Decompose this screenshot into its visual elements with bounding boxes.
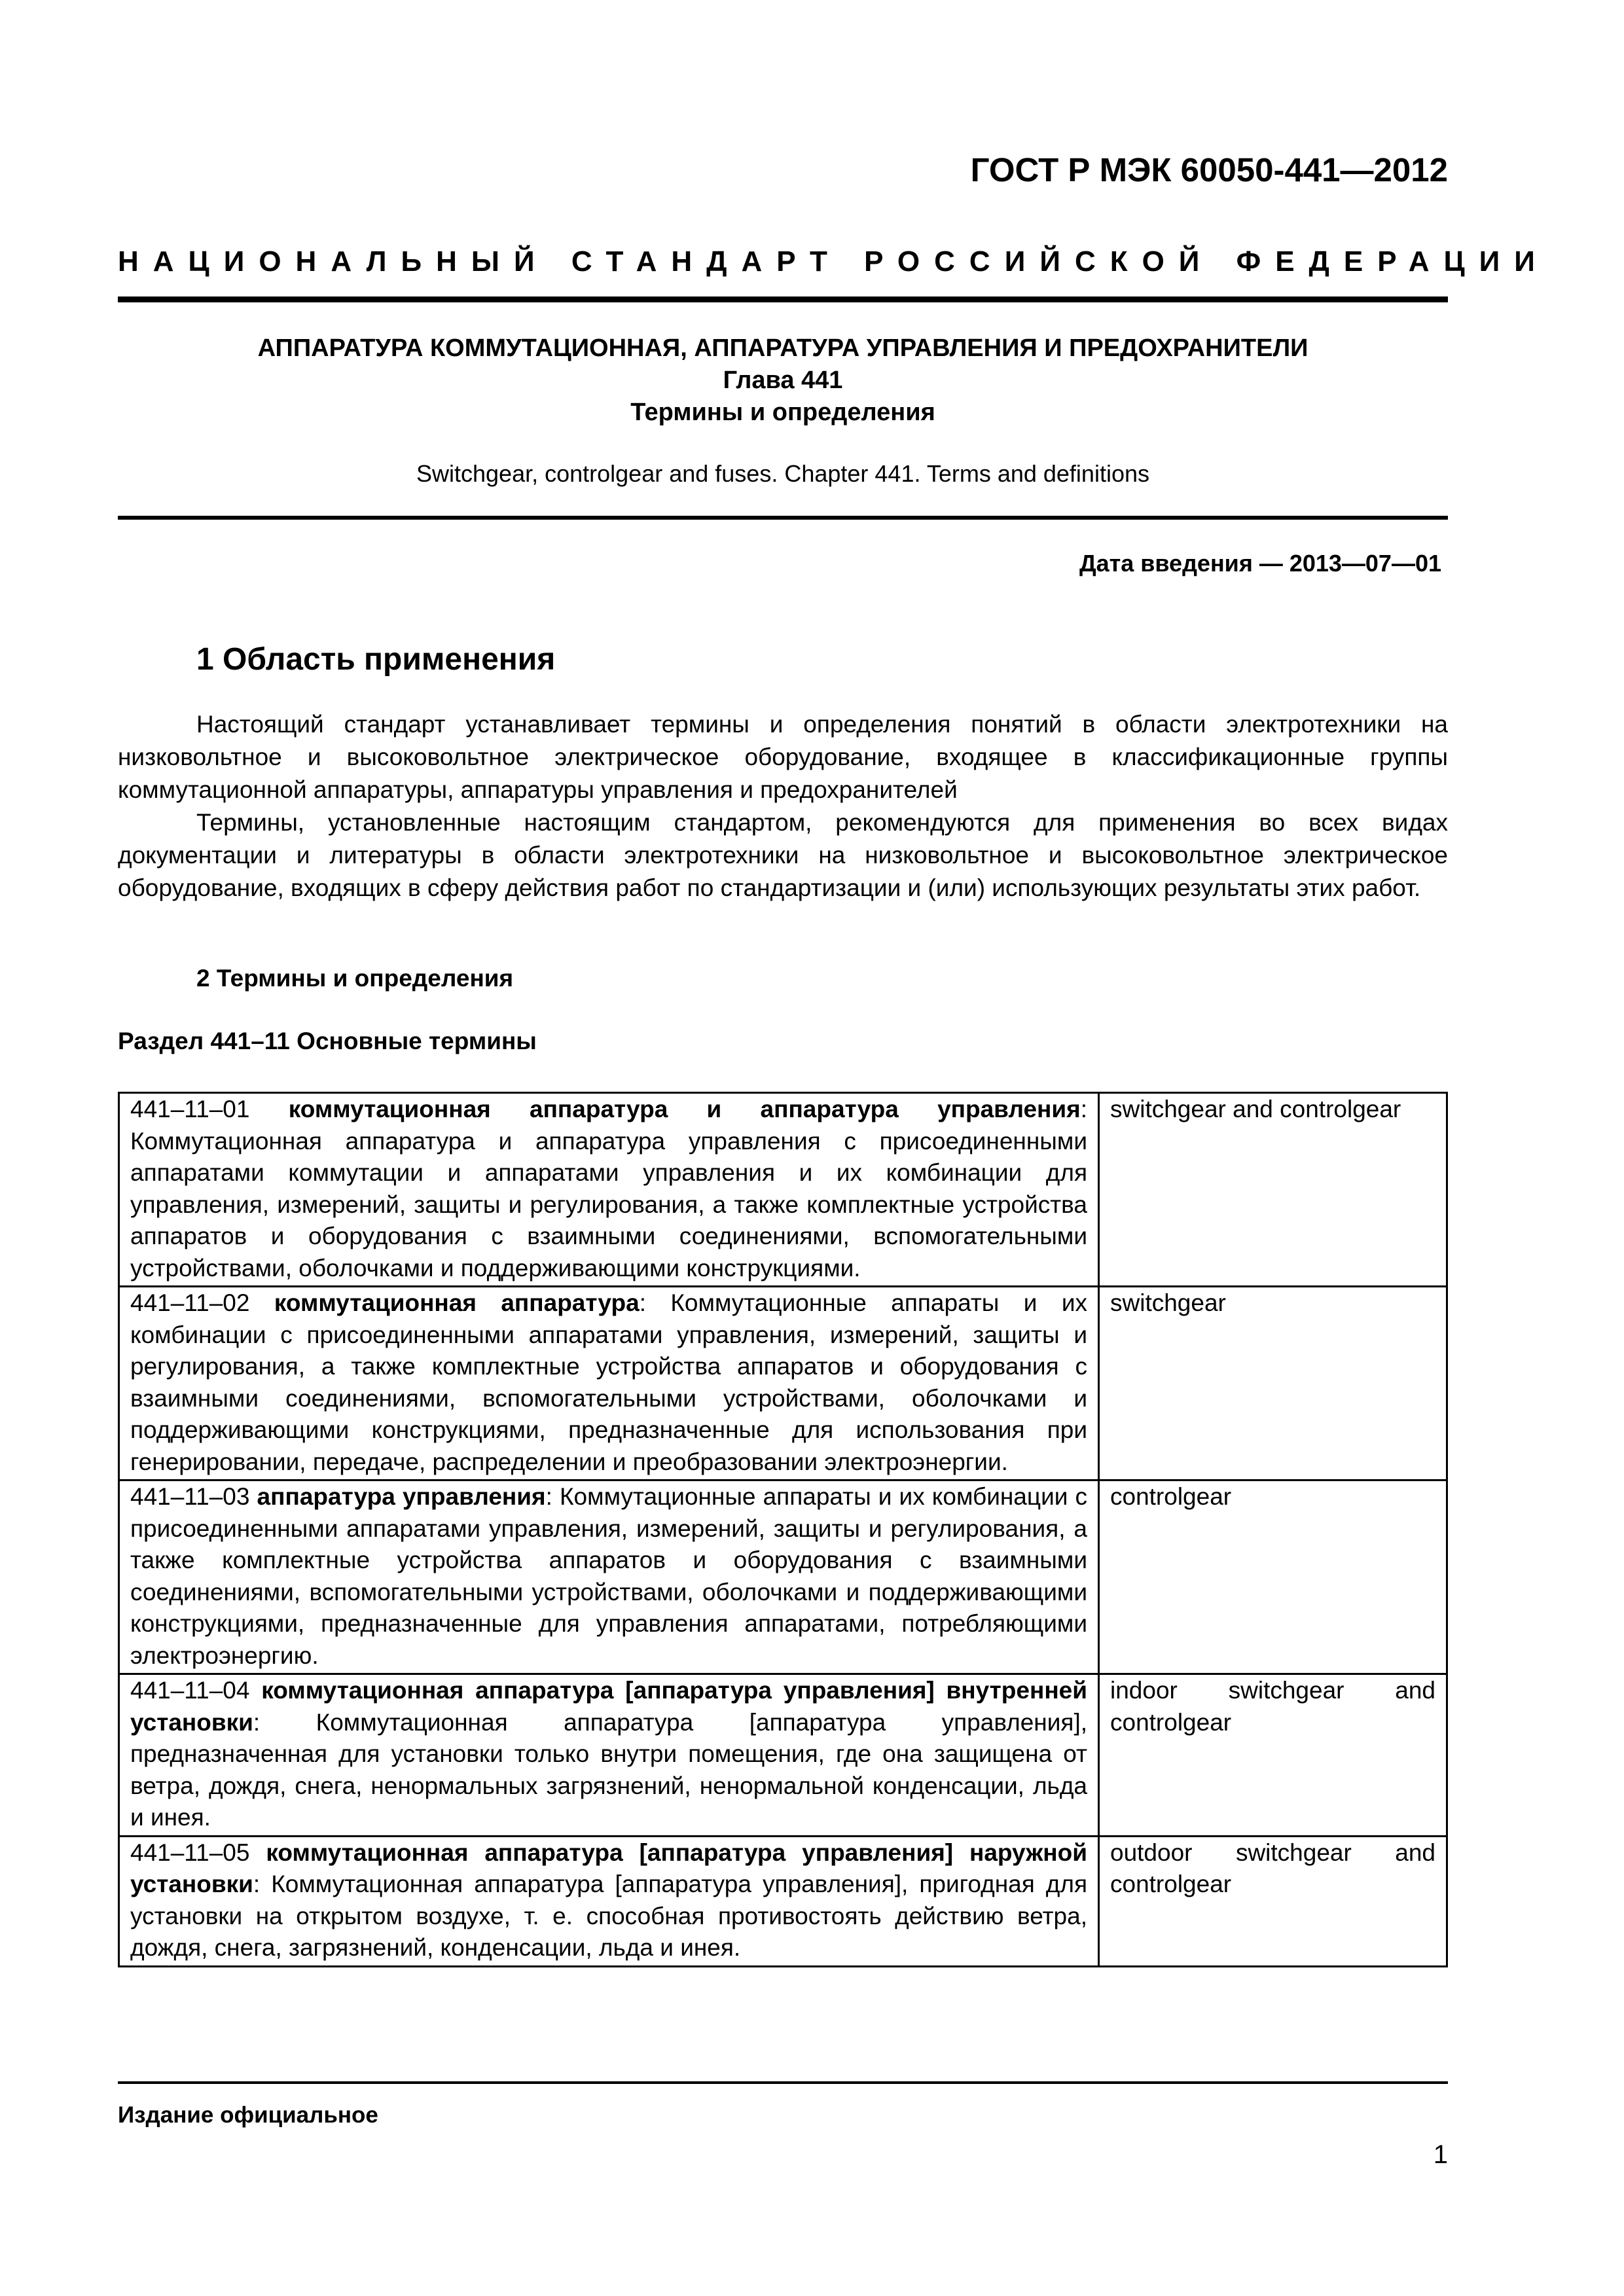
term-definition: Коммутационная аппаратура и аппаратура управления с присоединенными аппаратами коммутации и аппаратами управления и их комбинации для управления, измерений, защиты и регулирования, а также комплектные устройства аппаратов и оборудования с взаимными соединениями, вспомогательными устройствами, оболочками и поддерживающими конструкциями. [130, 1127, 1087, 1282]
footer-rule [118, 2081, 1448, 2084]
introduction-date: Дата введения — 2013—07—01 [1079, 550, 1441, 577]
page-number: 1 [1433, 2140, 1448, 2169]
term-definition: Коммутационные аппараты и их комбинации с присоединенными аппаратами управления, измерений, защиты и регулирования, а также комплектные устройства аппаратов и оборудования с взаимными соединениями, вспомогательными устройствами, оболочками и поддерживающими конструкциями, предназначенные для использования при генерировании, передаче, распределении и преобразовании электроэнергии. [130, 1289, 1088, 1475]
national-standard-banner: НАЦИОНАЛЬНЫЙ СТАНДАРТ РОССИЙСКОЙ ФЕДЕРАЦИИ [118, 245, 1549, 278]
term-english-cell [1099, 1674, 1447, 1837]
title-line-2: Глава 441 [723, 367, 843, 394]
term-english: outdoor switchgear and controlgear [1110, 1839, 1435, 1897]
term-number: 441–11–04 [130, 1677, 250, 1704]
term-english-cell [1099, 1836, 1447, 1966]
document-title [118, 332, 1448, 429]
term-number: 441–11–03 [130, 1483, 250, 1510]
term-english-cell [1099, 1093, 1447, 1287]
table-row [119, 1480, 1447, 1674]
scope-text [118, 708, 1448, 905]
header-rule [118, 296, 1448, 302]
term-name: аппаратура управления [257, 1483, 546, 1510]
document-page [118, 0, 1549, 2296]
terms-table [118, 1092, 1448, 1967]
term-definition-cell: 441–11–05 коммутационная аппаратура [аппаратура управления] наружной установки: Коммутационная аппаратура [аппаратура управления], пригодная для установки на открытом воздухе, т. е. способная противостоять действию ветра, дождя, снега, загрязнений, конденсации, льда и инея. [119, 1836, 1099, 1966]
english-title: Switchgear, controlgear and fuses. Chapter 441. Terms and definitions [416, 460, 1149, 487]
title-line-3: Термины и определения [630, 399, 935, 426]
term-definition-cell: 441–11–04 коммутационная аппаратура [аппаратура управления] внутренней установки: Коммутационная аппаратура [аппаратура управления], предназначенная для установки только внутри помещения, где она защищена от ветра, дождя, снега, ненормальных загрязнений, ненормальной конденсации, льда и инея. [119, 1674, 1099, 1837]
term-number: 441–11–05 [130, 1839, 250, 1866]
document-code: ГОСТ Р МЭК 60050-441—2012 [970, 151, 1448, 188]
term-definition: Коммутационная аппаратура [аппаратура управления], пригодная для установки на открытом воздухе, т. е. способная противостоять действию ветра, дождя, снега, загрязнений, конденсации, льда и инея. [130, 1871, 1088, 1961]
scope-paragraph-2: Термины, установленные настоящим стандартом, рекомендуются для применения во всех видах документации и литературы в области электротехники на низковольтное и высоковольтное электрическое оборудование, входящих в сферу действия работ по стандартизации и (или) использующих результаты этих работ. [118, 809, 1448, 901]
table-row [119, 1674, 1447, 1837]
term-definition-cell: 441–11–01 коммутационная аппаратура и аппаратура управления: Коммутационная аппаратура и аппаратура управления с присоединенными аппаратами коммутации и аппаратами управления и их комбинации для управления, измерений, защиты и регулирования, а также комплектные устройства аппаратов и оборудования с взаимными соединениями, вспомогательными устройствами, оболочками и поддерживающими конструкциями. [119, 1093, 1099, 1287]
title-line-1: АППАРАТУРА КОММУТАЦИОННАЯ, АППАРАТУРА УПРАВЛЕНИЯ И ПРЕДОХРАНИТЕЛИ [257, 334, 1308, 362]
term-definition: Коммутационная аппаратура [аппаратура управления], предназначенная для установки только внутри помещения, где она защищена от ветра, дождя, снега, ненормальных загрязнений, ненормальной конденсации, льда и инея. [130, 1708, 1087, 1831]
title-rule [118, 516, 1448, 520]
term-english-cell [1099, 1287, 1447, 1480]
part-441-11-heading: Раздел 441–11 Основные термины [118, 1028, 537, 1054]
table-row [119, 1836, 1447, 1966]
term-definition: Коммутационные аппараты и их комбинации с присоединенными аппаратами управления, измерений, защиты и регулирования, а также комплектные устройства аппаратов и оборудования с взаимными соединениями, вспомогательными устройствами, оболочками и поддерживающими конструкциями, предназначенные для управления аппаратами, потребляющими электроэнергию. [130, 1483, 1088, 1669]
term-name: коммутационная аппаратура [аппаратура управления] внутренней установки [130, 1677, 1087, 1736]
term-english: switchgear [1110, 1289, 1226, 1316]
section-1-heading: 1 Область применения [196, 642, 556, 677]
scope-paragraph-1: Настоящий стандарт устанавливает термины и определения понятий в области электротехники на низковольтное и высоковольтное электрическое оборудование, входящее в классификационные группы коммутационной аппаратуры, аппаратуры управления и предохранителей [118, 711, 1448, 803]
section-2-heading: 2 Термины и определения [196, 965, 514, 992]
table-row [119, 1093, 1447, 1287]
edition-label: Издание официальное [118, 2102, 378, 2128]
term-name: коммутационная аппаратура [274, 1289, 640, 1316]
term-name: коммутационная аппаратура [аппаратура управления] наружной установки [130, 1839, 1087, 1897]
term-name: коммутационная аппаратура и аппаратура управления [288, 1096, 1081, 1122]
term-number: 441–11–01 [130, 1096, 250, 1122]
term-definition-cell: 441–11–02 коммутационная аппаратура: Коммутационные аппараты и их комбинации с присоединенными аппаратами управления, измерений, защиты и регулирования, а также комплектные устройства аппаратов и оборудования с взаимными соединениями, вспомогательными устройствами, оболочками и поддерживающими конструкциями, предназначенные для использования при генерировании, передаче, распределении и преобразовании электроэнергии. [119, 1287, 1099, 1480]
term-number: 441–11–02 [130, 1289, 250, 1316]
term-english-cell [1099, 1480, 1447, 1674]
term-english: controlgear [1110, 1483, 1232, 1510]
table-row [119, 1287, 1447, 1480]
term-definition-cell: 441–11–03 аппаратура управления: Коммутационные аппараты и их комбинации с присоединенными аппаратами управления, измерений, защиты и регулирования, а также комплектные устройства аппаратов и оборудования с взаимными соединениями, вспомогательными устройствами, оболочками и поддерживающими конструкциями, предназначенные для управления аппаратами, потребляющими электроэнергию. [119, 1480, 1099, 1674]
term-english: indoor switchgear and controlgear [1110, 1677, 1435, 1736]
term-english: switchgear and controlgear [1110, 1096, 1401, 1122]
